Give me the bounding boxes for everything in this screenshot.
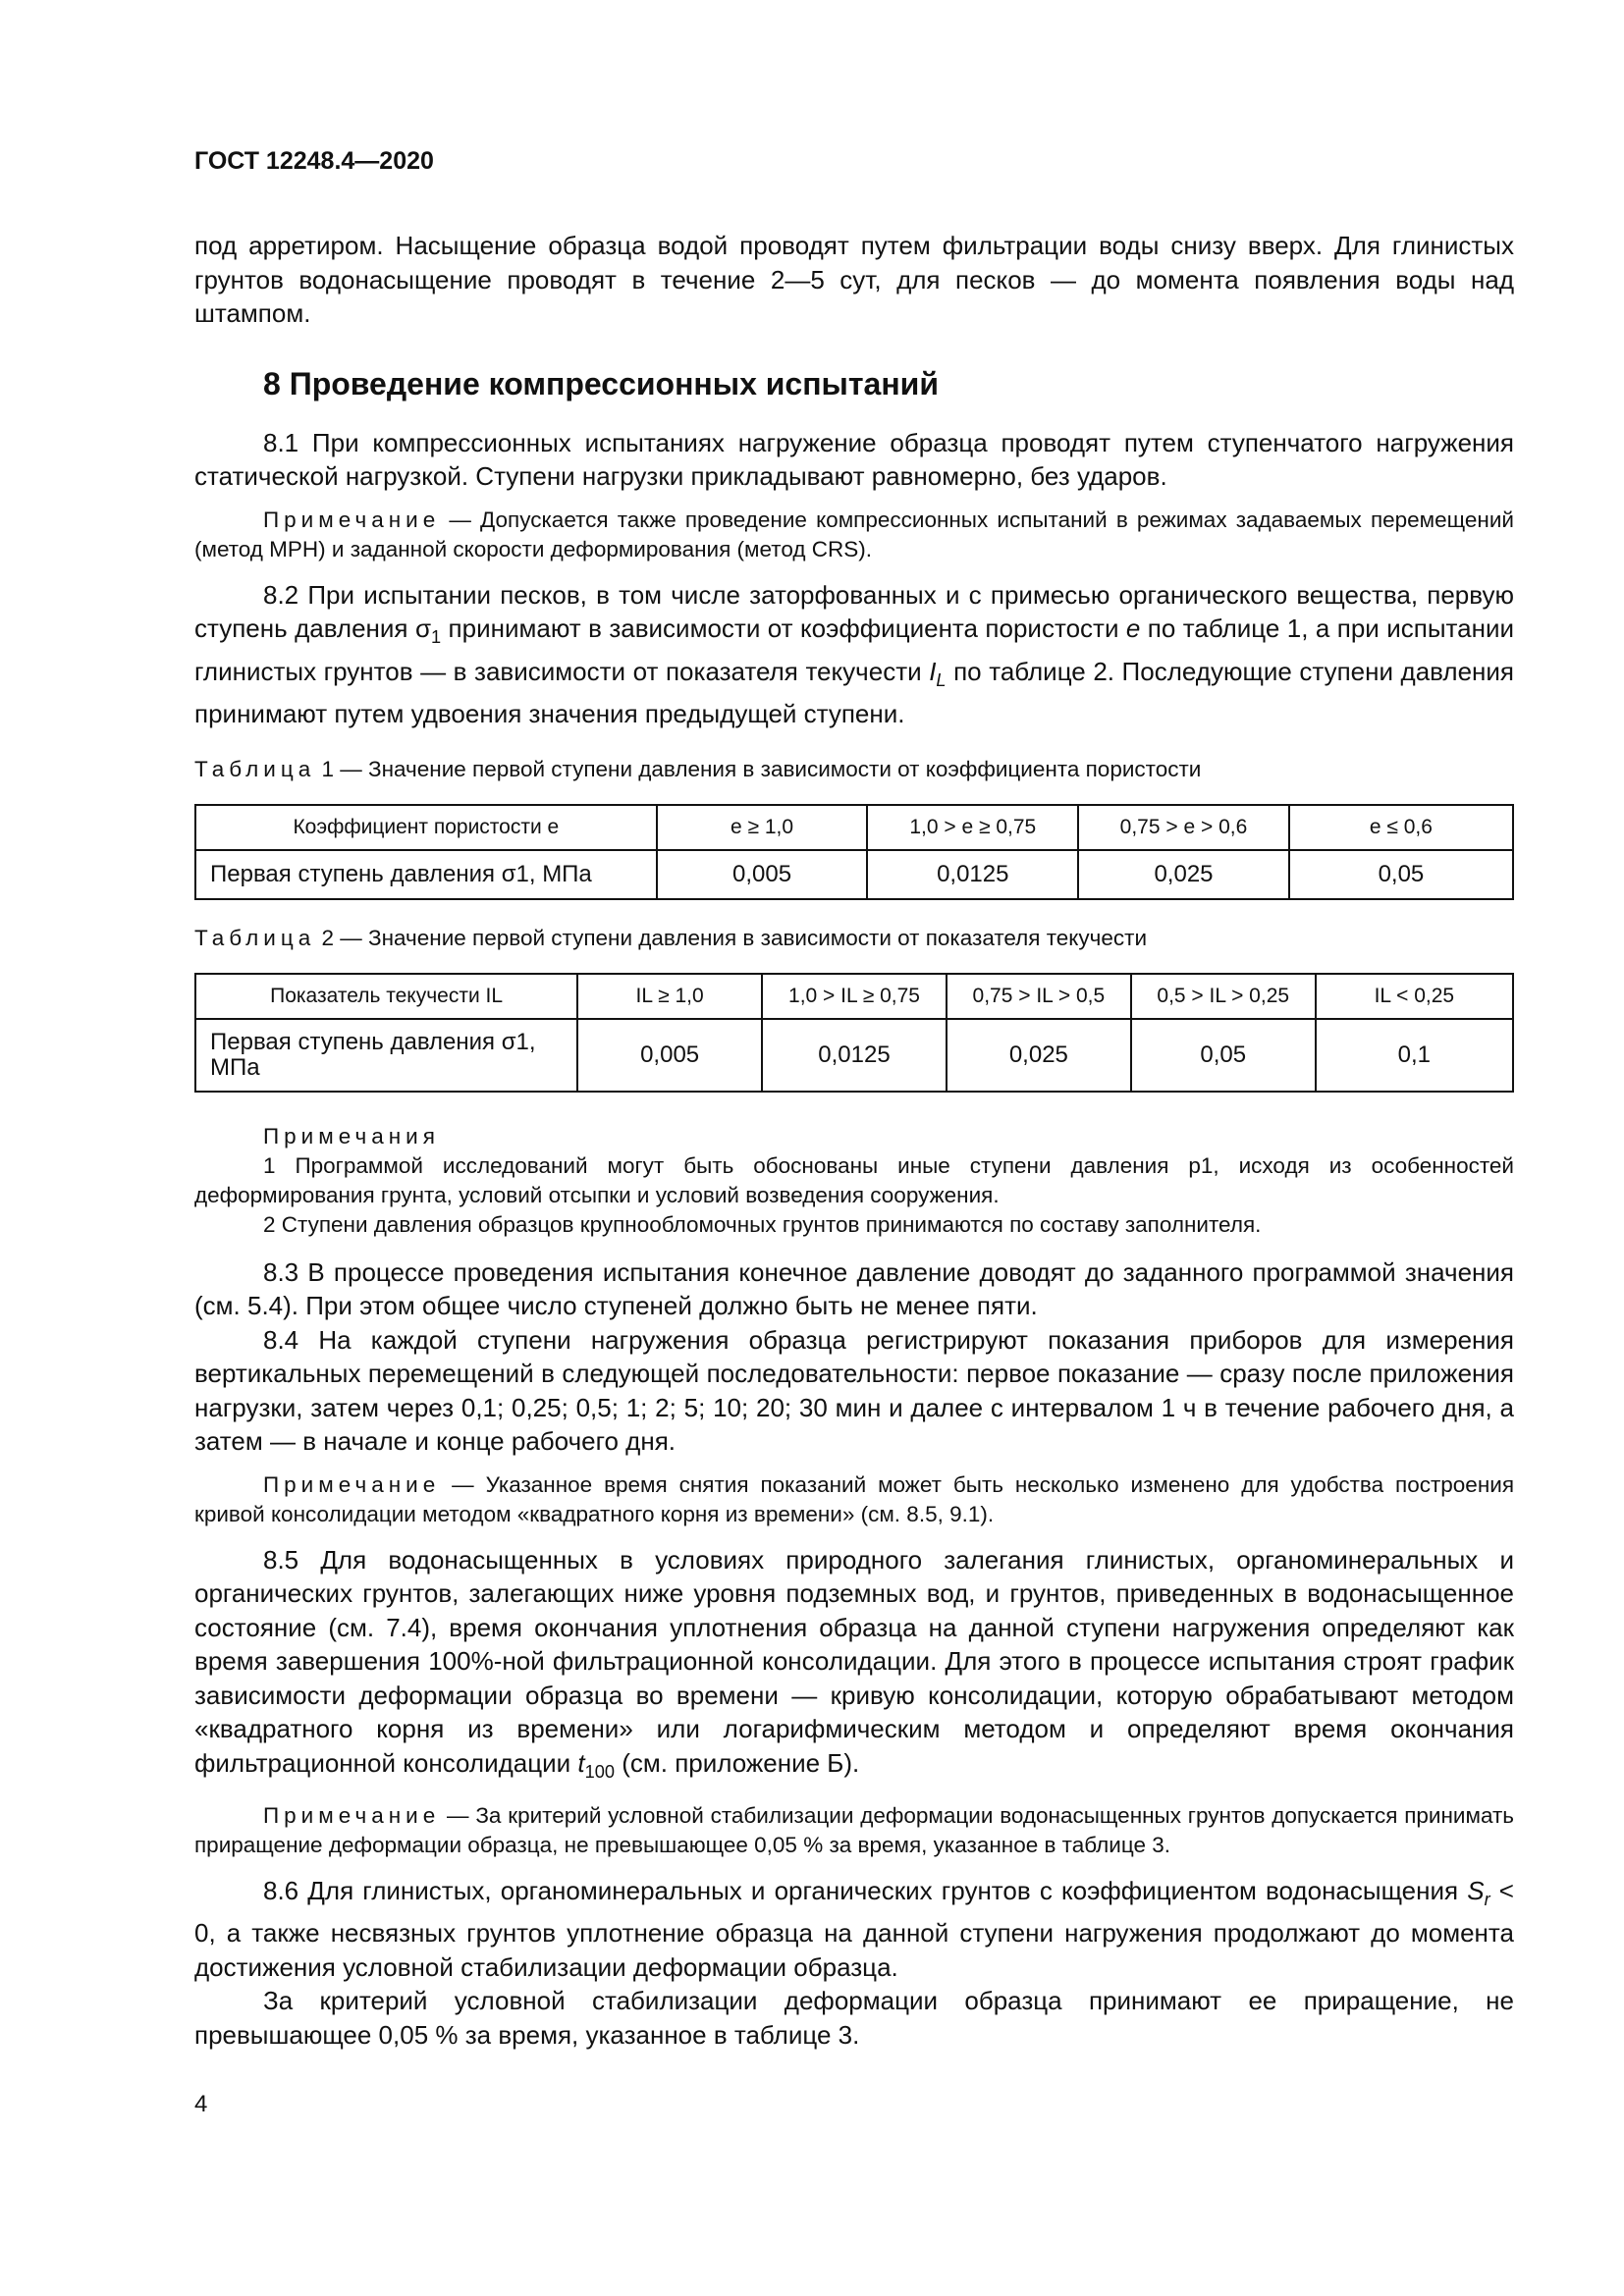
table-cell: 0,025 xyxy=(1078,850,1289,899)
table-cell: 0,0125 xyxy=(762,1019,947,1092)
note-8-4: Примечание — Указанное время снятия показаний может быть несколько изменено для удобства построения кривой консолидации методом «квадратного корня из времени» (см. 8.5, 9.1). xyxy=(194,1471,1514,1526)
table-cell: 0,005 xyxy=(577,1019,762,1092)
paragraph-8-4: 8.4 На каждой ступени нагружения образца регистрируют показания приборов для измерения вертикальных перемещений в следующей последовательности: первое показание — сразу после приложения нагрузки, затем через 0,1; 0,25; 0,5; 1; 2; 5; 10; 20; 30 мин и далее с интервалом 1 ч в течение рабочего дня, а затем — в начале и конце рабочего дня. xyxy=(194,1324,1514,1457)
note-8-1 xyxy=(194,506,1514,564)
table-header-cell: IL < 0,25 xyxy=(1316,974,1513,1019)
table-header-cell: 0,75 > IL > 0,5 xyxy=(947,974,1131,1019)
table-cell: 0,005 xyxy=(657,850,868,899)
table-row-label: Первая ступень давления σ1, МПа xyxy=(195,850,657,899)
document-page xyxy=(194,147,1514,2063)
table-cell: 0,05 xyxy=(1131,1019,1316,1092)
note-label: Примечание xyxy=(263,507,441,532)
table-row xyxy=(195,1019,1513,1092)
notes-title: Примечания xyxy=(263,1123,440,1148)
table-header-cell: Показатель текучести IL xyxy=(195,974,577,1019)
intro-paragraph: под арретиром. Насыщение образца водой проводят путем фильтрации воды снизу вверх. Для глинистых грунтов водонасыщение проводят в течение 2—5 сут, для песков — до момента появления воды над штампом. xyxy=(194,231,1514,328)
paragraph-8-5: 8.5 Для водонасыщенных в условиях природного залегания глинистых, органоминеральных и органических грунтов, залегающих ниже уровня подземных вод, и грунтов, приведенных в водонасыщенное состояние (см. 7.4), время окончания уплотнения образца на данной ступени нагружения определяют как время завершения 100%-ной фильтрационной консолидации. Для этого в процессе испытания строят график зависимости деформации образца во времени — кривую консолидации, которую обрабатывают методом «квадратного корня из времени» или логарифмическим методом и определяют время окончания фильтрационной консолидации $t_{100}$ (см. приложение Б). xyxy=(194,1544,1514,1783)
paragraph-8-6-criterion: За критерий условной стабилизации деформации образца принимают ее приращение, не превышающее 0,05 % за время, указанное в таблице 3. xyxy=(194,1986,1514,2050)
table-cell: 0,05 xyxy=(1289,850,1513,899)
table-2 xyxy=(194,973,1514,1093)
table-cell: 0,025 xyxy=(947,1019,1131,1092)
paragraph-8-1: 8.1 При компрессионных испытаниях нагружение образца проводят путем ступенчатого нагружения статической нагрузкой. Ступени нагрузки прикладывают равномерно, без ударов. xyxy=(194,427,1514,491)
table-header-cell: 1,0 > e ≥ 0,75 xyxy=(867,805,1078,850)
table-header-cell: Коэффициент пористости e xyxy=(195,805,657,850)
table2-caption: Таблица 2 — Значение первой ступени давления в зависимости от показателя текучести xyxy=(194,925,1148,950)
table-row-label: Первая ступень давления σ1, МПа xyxy=(195,1019,577,1092)
table-header-cell: e ≤ 0,6 xyxy=(1289,805,1513,850)
table-cell: 0,0125 xyxy=(867,850,1078,899)
table-cell: 0,1 xyxy=(1316,1019,1513,1092)
table-row xyxy=(195,850,1513,899)
table1-caption: Таблица 1 — Значение первой ступени давления в зависимости от коэффициента пористости xyxy=(194,756,1202,781)
section-title: 8 Проведение компрессионных испытаний xyxy=(263,365,940,401)
paragraph-8-6: 8.6 Для глинистых, органоминеральных и органических грунтов с коэффициентом водонасыщения $S_r < 0$, а также несвязных грунтов уплотнение образца на данной ступени нагружения продолжают до момента достижения условной стабилизации деформации образца. xyxy=(194,1875,1514,1982)
notes-item: 1 Программой исследований могут быть обоснованы иные ступени давления p1, исходя из особенностей деформирования грунта, условий отсыпки и условий возведения сооружения. xyxy=(194,1152,1514,1207)
notes-block xyxy=(194,1122,1514,1240)
paragraph-8-2: 8.2 При испытании песков, в том числе заторфованных и с примесью органического вещества, первую ступень давления $\sigma_1$ принимают в зависимости от коэффициента пористости e по таблице 1, а при испытании глинистых грунтов — в зависимости от показателя текучести $I_L$ по таблице 2. Последующие ступени давления принимают путем удвоения значения предыдущей ступени. xyxy=(194,579,1515,729)
document-header: ГОСТ 12248.4—2020 xyxy=(194,147,434,175)
note-text: — Допускается также проведение компрессионных испытаний в режимах задаваемых перемещений (метод МРН) и заданной скорости деформирования (метод CRS). xyxy=(194,507,1514,561)
table-1 xyxy=(194,804,1514,900)
page-number: 4 xyxy=(194,2091,208,2117)
table-header-row xyxy=(195,974,1513,1019)
table-header-cell: 0,5 > IL > 0,25 xyxy=(1131,974,1316,1019)
notes-item: 2 Ступени давления образцов крупнообломочных грунтов принимаются по составу заполнителя. xyxy=(263,1211,1262,1237)
paragraph-8-3: 8.3 В процессе проведения испытания конечное давление доводят до заданного программой значения (см. 5.4). При этом общее число ступеней должно быть не менее пяти. xyxy=(194,1256,1514,1321)
table-header-row xyxy=(195,805,1513,850)
table-header-cell: IL ≥ 1,0 xyxy=(577,974,762,1019)
table-header-cell: 0,75 > e > 0,6 xyxy=(1078,805,1289,850)
table-header-cell: 1,0 > IL ≥ 0,75 xyxy=(762,974,947,1019)
table-header-cell: e ≥ 1,0 xyxy=(657,805,868,850)
note-8-5: Примечание — За критерий условной стабилизации деформации водонасыщенных грунтов допускается принимать приращение деформации образца, не превышающее 0,05 % за время, указанное в таблице 3. xyxy=(194,1802,1514,1857)
